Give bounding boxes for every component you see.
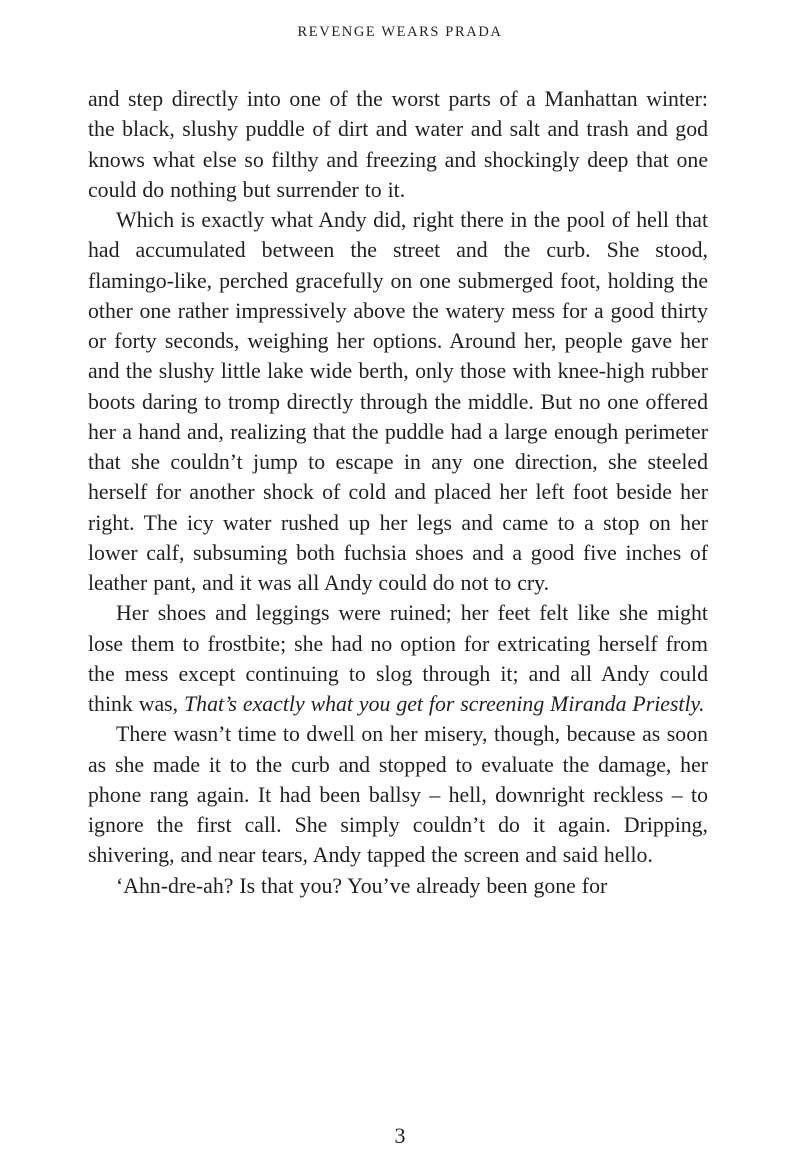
running-head: REVENGE WEARS PRADA	[297, 24, 503, 40]
paragraph-1: and step directly into one of the worst parts of a Manhattan winter: the black, slushy puddle of dirt and water and salt and trash and god knows what else so filthy and freezing and shockingly deep that one could do nothing but surrender to it.	[88, 87, 708, 202]
body-text	[88, 84, 708, 901]
paragraph-2: Which is exactly what Andy did, right there in the pool of hell that had accumulated between the street and the curb. She stood, flamingo-like, perched gracefully on one submerged foot, holding the other one rather impressively above the watery mess for a good thirty or forty seconds, weighing her options. Around her, people gave her and the slushy little lake wide berth, only those with knee-high rubber boots daring to tromp directly through the middle. But no one offered her a hand and, realizing that the puddle had a large enough perimeter that she couldn’t jump to escape in any one direction, she steeled herself for another shock of cold and placed her left foot beside her right. The icy water rushed up her legs and came to a stop on her lower calf, subsuming both fuchsia shoes and a good five inches of leather pant, and it was all Andy could do not to cry.	[88, 208, 708, 595]
paragraph-3	[88, 598, 708, 719]
paragraph-3-text: Her shoes and leggings were ruined; her feet felt like she might lose them to frostbite; she had no option for extricating herself from the mess except continuing to slog through it; and all Andy could think was,	[88, 601, 708, 716]
paragraph-4: There wasn’t time to dwell on her misery, though, because as soon as she made it to the curb and stopped to evaluate the damage, her phone rang again. It had been ballsy – hell, downright reckless – to ignore the first call. She simply couldn’t do it again. Dripping, shivering, and near tears, Andy tapped the screen and said hello.	[88, 722, 708, 868]
paragraph-3-italic: That’s exactly what you get for screening Miranda Priestly.	[184, 692, 705, 716]
page-number: 3	[394, 1123, 406, 1148]
paragraph-5: ‘Ahn-dre-ah? Is that you? You’ve already been gone for	[116, 873, 608, 898]
